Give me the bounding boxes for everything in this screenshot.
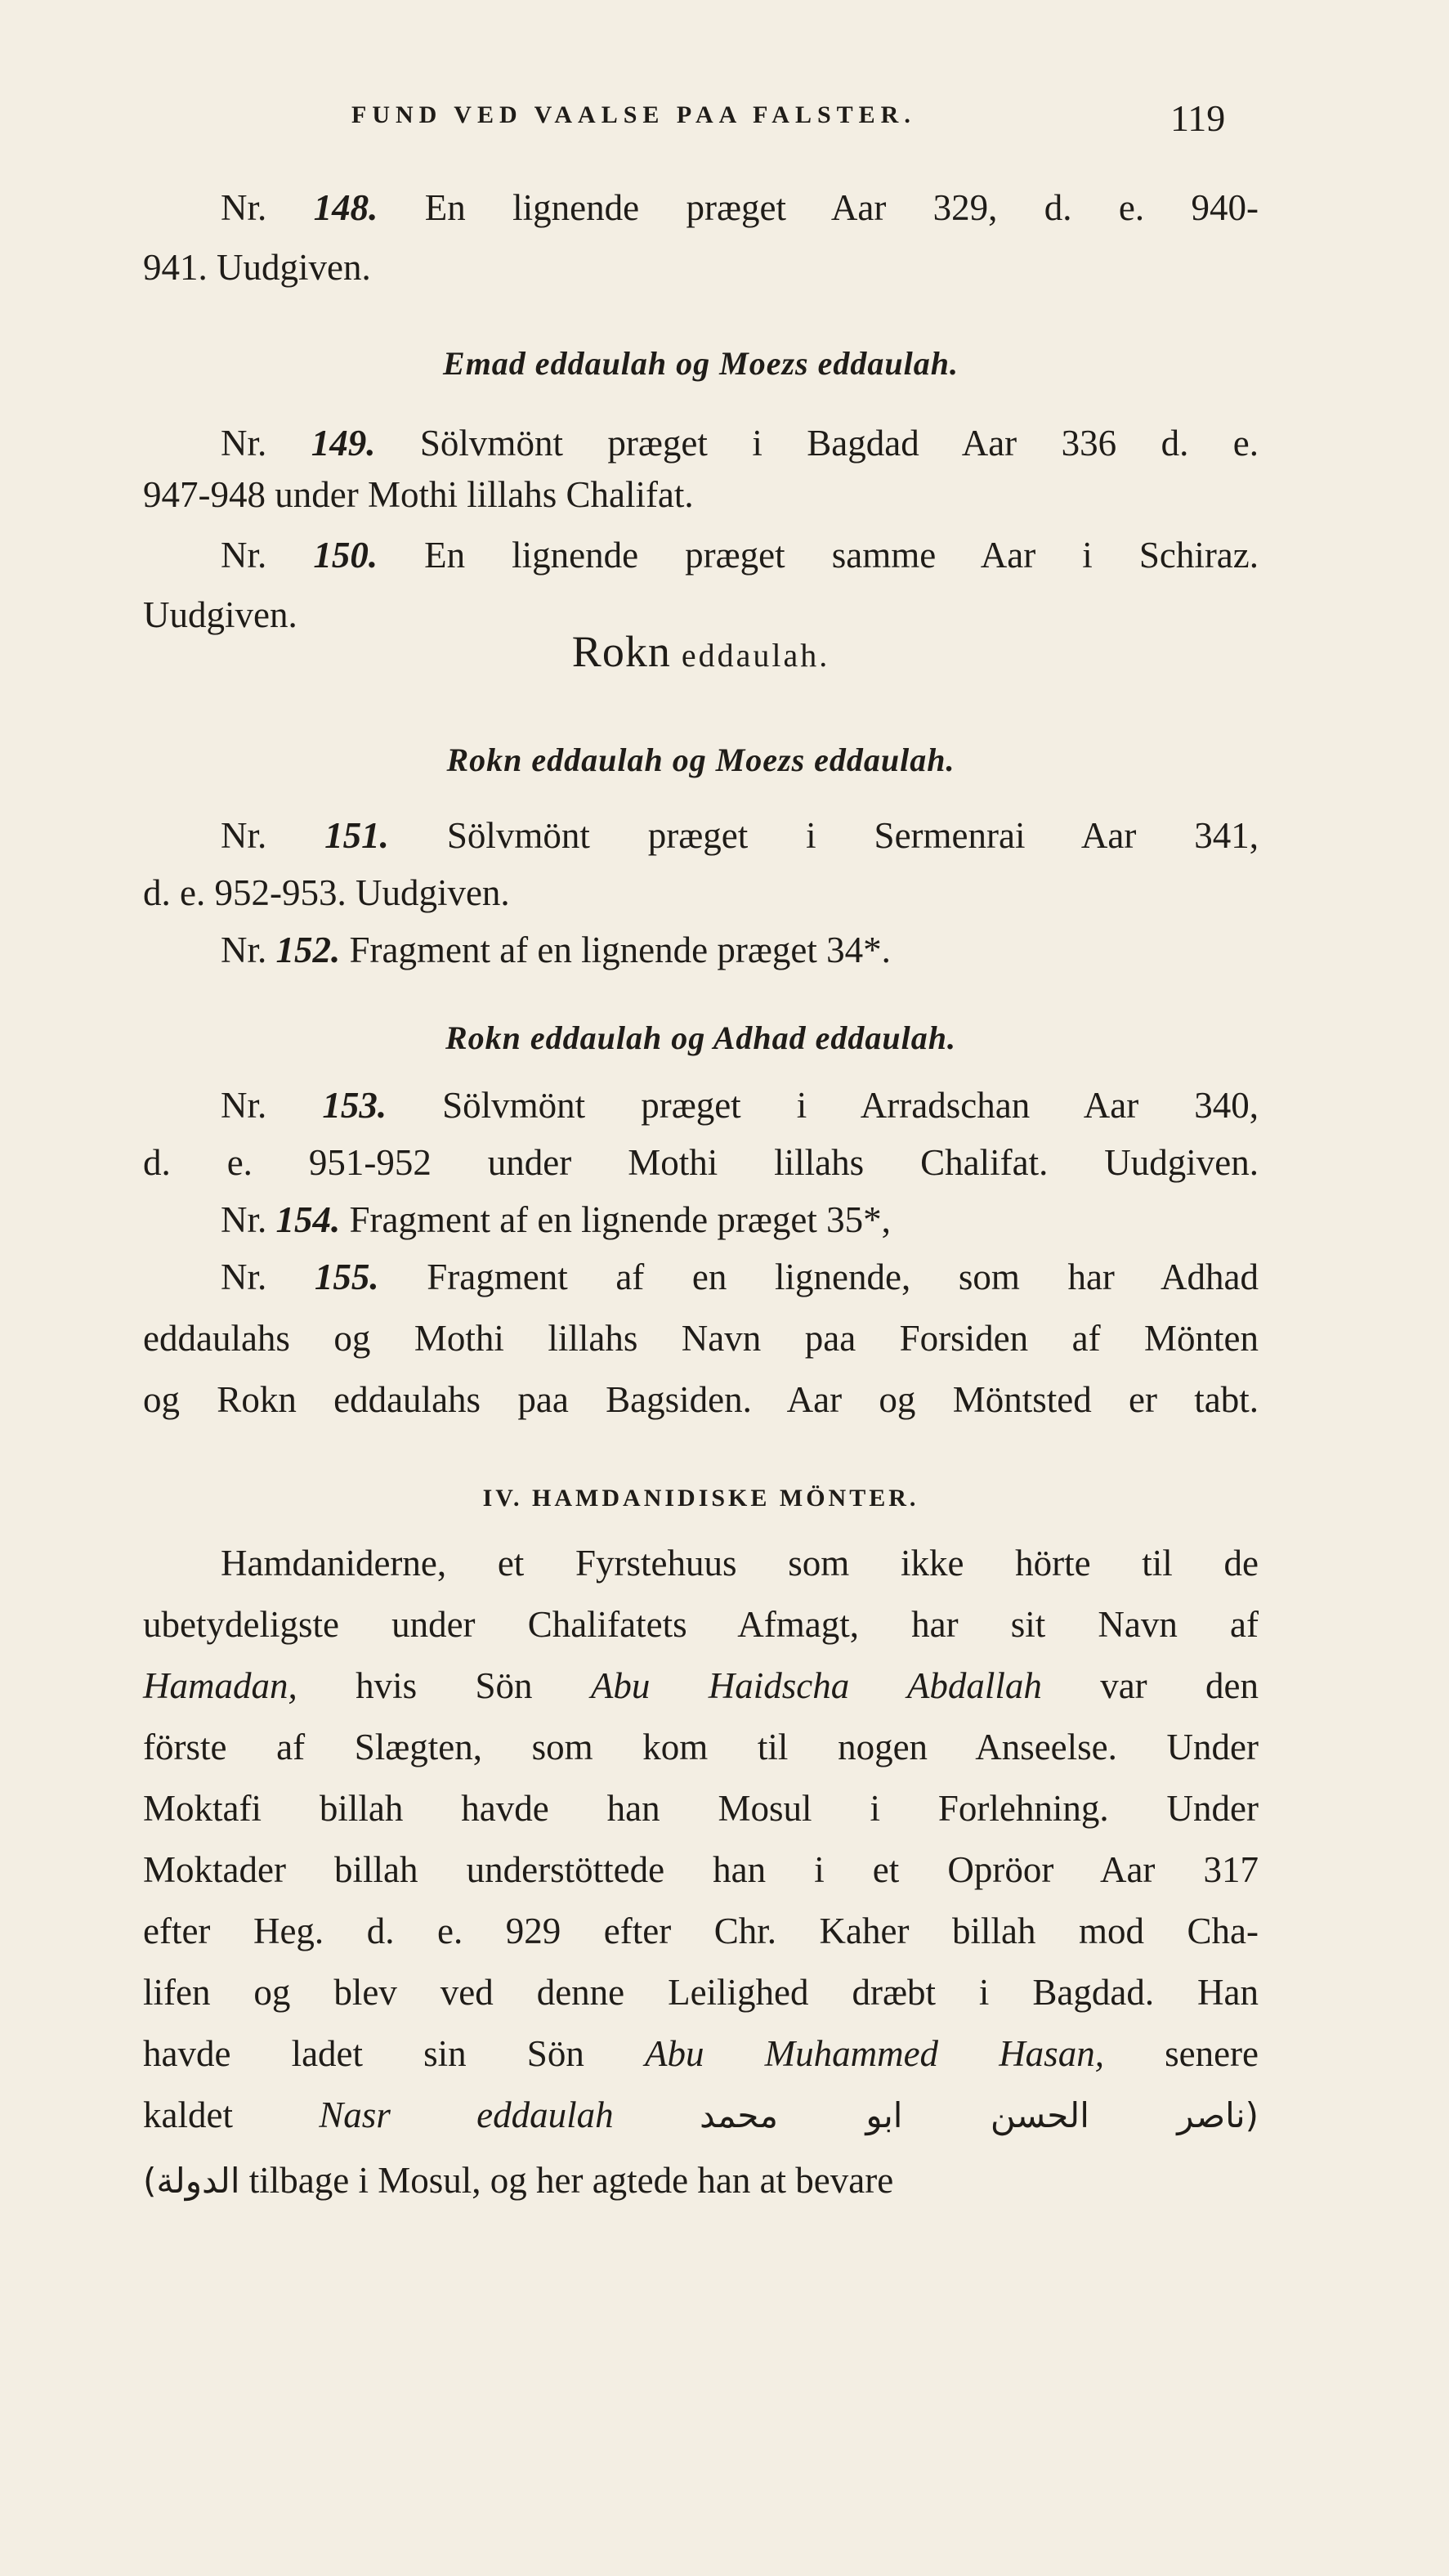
entry-148-continued: 941. Uudgiven. (143, 247, 371, 288)
entry-149 (221, 425, 1259, 462)
entry-text: Fragment af en lignende, som har Adhad (427, 1257, 1259, 1297)
entry-154 (221, 1199, 1259, 1240)
paragraph-line-3 (143, 1665, 1259, 1706)
paragraph-line-10 (143, 2094, 1259, 2135)
entry-label: Nr. (221, 535, 267, 576)
text-fragment: var den (1100, 1665, 1259, 1706)
entry-155-continued-1: eddaulahs og Mothi lillahs Navn paa Forsiden af Mönten (143, 1318, 1259, 1359)
paragraph-line-6: Moktader billah understöttede han i et Opröor Aar 317 (143, 1849, 1259, 1890)
entry-label: Nr. (221, 1257, 267, 1297)
entry-155 (221, 1259, 1259, 1296)
entry-label: Nr. (221, 187, 267, 228)
arabic-script: (ناصر الحسن ابو محمد (700, 2095, 1259, 2135)
text-fragment: tilbage i Mosul, og her agtede han at bevare (248, 2160, 894, 2201)
page-header (0, 96, 1449, 146)
section-heading-cap: Rokn (571, 627, 671, 676)
entry-text: Sölvmönt præget i Arradschan Aar 340, (442, 1085, 1259, 1126)
entry-150-continued: Uudgiven. (143, 594, 297, 635)
entry-number: 153. (322, 1085, 387, 1126)
name-hamadan: Hamadan, (143, 1665, 297, 1706)
running-title: FUND VED VAALSE PAA FALSTER. (351, 101, 916, 128)
entry-text: En lignende præget samme Aar i Schiraz. (424, 535, 1259, 576)
entry-text: Fragment af en lignende præget 34*. (349, 930, 891, 970)
paragraph-line-5: Moktafi billah havde han Mosul i Forlehning. Under (143, 1788, 1259, 1829)
entry-number: 149. (311, 423, 376, 464)
subheading-rokn-adhad: Rokn eddaulah og Adhad eddaulah. (445, 1019, 957, 1056)
chapter-heading: IV. HAMDANIDISKE MÖNTER. (482, 1485, 919, 1512)
entry-text: Sölvmönt præget i Sermenrai Aar 341, (446, 815, 1259, 856)
page-number: 119 (1170, 97, 1226, 139)
entry-text: Fragment af en lignende præget 35*, (349, 1199, 891, 1240)
entry-label: Nr. (221, 1199, 267, 1240)
entry-153 (221, 1087, 1259, 1124)
entry-label: Nr. (221, 423, 267, 464)
entry-151-continued: d. e. 952-953. Uudgiven. (143, 872, 510, 913)
paragraph-line-9 (143, 2033, 1259, 2074)
entry-label: Nr. (221, 1085, 267, 1126)
entry-148 (221, 187, 1259, 228)
paragraph-line-1: Hamdaniderne, et Fyrstehuus som ikke hörte til de (221, 1543, 1259, 1584)
paragraph-line-4: förste af Slægten, som kom til nogen Anseelse. Under (143, 1727, 1259, 1767)
section-heading-rest: eddaulah. (681, 637, 830, 674)
name-abu-muhammed: Abu Muhammed Hasan, (644, 2033, 1104, 2074)
entry-150 (221, 537, 1259, 574)
section-heading-rokn (143, 629, 1259, 674)
entry-text: Sölvmönt præget i Bagdad Aar 336 d. e. (419, 423, 1259, 464)
paragraph-line-11 (143, 2162, 1259, 2199)
entry-label: Nr. (221, 815, 267, 856)
name-abu-haidscha: Abu Haidscha Abdallah (590, 1665, 1042, 1706)
entry-152 (221, 932, 1259, 969)
entry-number: 151. (324, 815, 389, 856)
entry-number: 150. (313, 535, 378, 576)
text-fragment: senere (1165, 2033, 1259, 2074)
entry-number: 154. (275, 1199, 341, 1240)
entry-number: 148. (313, 187, 378, 228)
arabic-script: الدولة) (143, 2161, 240, 2201)
subheading-rokn-moezs: Rokn eddaulah og Moezs eddaulah. (446, 741, 955, 778)
text-fragment: kaldet (143, 2094, 233, 2135)
text-fragment: hvis Sön (356, 1665, 533, 1706)
entry-number: 152. (275, 930, 341, 970)
text-fragment: havde ladet sin Sön (143, 2033, 584, 2074)
entry-text: En lignende præget Aar 329, d. e. 940- (424, 187, 1259, 228)
entry-number: 155. (314, 1257, 379, 1297)
paragraph-line-8: lifen og blev ved denne Leilighed dræbt i Bagdad. Han (143, 1972, 1259, 2013)
entry-label: Nr. (221, 930, 267, 970)
name-nasr-eddaulah: Nasr eddaulah (319, 2094, 614, 2135)
paragraph-line-7: efter Heg. d. e. 929 efter Chr. Kaher billah mod Cha- (143, 1911, 1259, 1951)
entry-149-continued: 947-948 under Mothi lillahs Chalifat. (143, 474, 694, 515)
entry-155-continued-2: og Rokn eddaulahs paa Bagsiden. Aar og Möntsted er tabt. (143, 1379, 1259, 1420)
entry-151 (221, 815, 1259, 856)
paragraph-line-2: ubetydeligste under Chalifatets Afmagt, har sit Navn af (143, 1604, 1259, 1645)
entry-153-continued: d. e. 951-952 under Mothi lillahs Chalifat. Uudgiven. (143, 1142, 1259, 1183)
subheading-emad-moezs: Emad eddaulah og Moezs eddaulah. (443, 345, 959, 382)
